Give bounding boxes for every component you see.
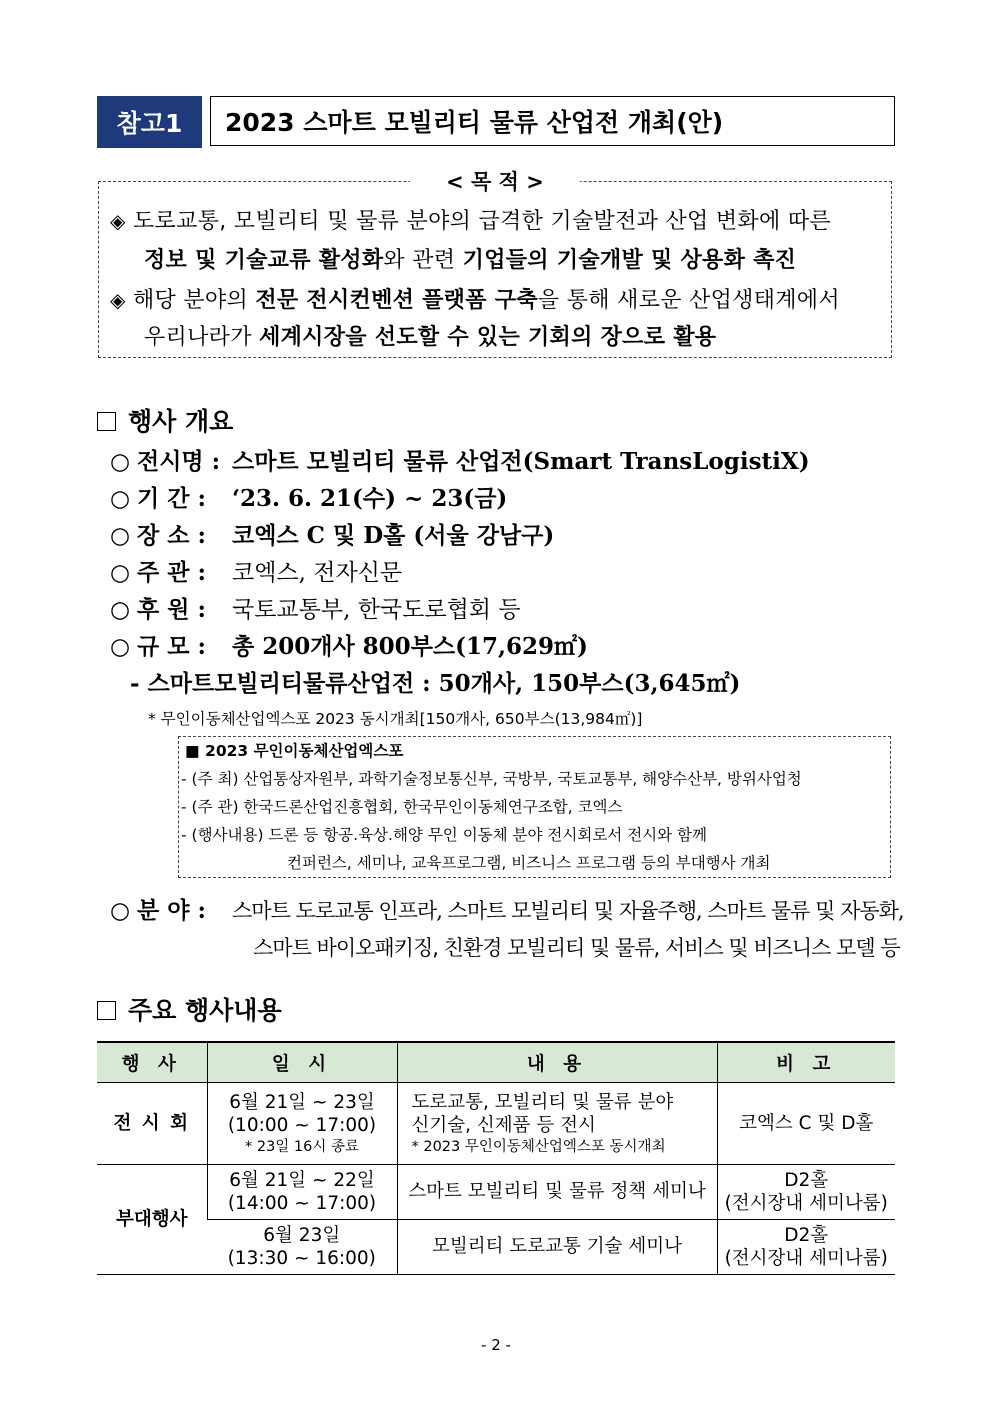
overview-item-sponsor	[110, 591, 521, 624]
scale-sub-line: - 스마트모빌리티물류산업전 : 50개사, 150부스(3,645㎡)	[130, 670, 741, 697]
overview-item-period	[110, 480, 507, 513]
item-label: 전시명 :	[137, 448, 221, 475]
item-value: 코엑스 C 및 D홀 (서울 강남구)	[232, 522, 555, 549]
section-heading-text: 주요 행사내용	[128, 996, 282, 1025]
item-label: 주 관 :	[137, 559, 206, 586]
purpose-heading: < 목 적 >	[410, 166, 580, 196]
event-remark: 코엑스 C 및 D홀	[717, 1083, 895, 1165]
item-value: 총 200개사 800부스(17,629㎡)	[232, 633, 588, 660]
circle-bullet-icon: ○	[110, 560, 131, 586]
purpose-text: 해당 분야의	[132, 288, 256, 313]
purpose-text: 을 통해 새로운 산업생태계에서	[537, 288, 840, 313]
table-row-exhibit	[97, 1083, 895, 1165]
item-label: 규 모 :	[137, 633, 206, 660]
event-content: 도로교통, 모빌리티 및 물류 분야	[411, 1092, 674, 1114]
event-remark-sub: (전시장내 세미나룸)	[724, 1193, 888, 1214]
purpose-text: 와 관련	[383, 248, 463, 273]
section-events-heading	[97, 991, 282, 1027]
table-header-row	[97, 1042, 895, 1083]
event-content: 스마트 모빌리티 및 물류 정책 세미나	[397, 1165, 717, 1220]
purpose-bold-text: 정보 및 기술교류 활성화	[144, 248, 384, 273]
event-content-note: * 2023 무인이동체산업엑스포 동시개최	[411, 1138, 666, 1155]
expo-title: ■ 2023 무인이동체산업엑스포	[185, 742, 404, 760]
expo-host: - (주 최) 산업통상자원부, 과학기술정보통신부, 국방부, 국토교통부, 해양수산부, 방위사업청	[181, 770, 802, 788]
table-row-side-2	[97, 1220, 895, 1275]
event-time: (10:00 ~ 17:00)	[227, 1115, 377, 1137]
concurrent-expo-note: * 무인이동체산업엑스포 2023 동시개최[150개사, 650부스(13,984㎡)]	[148, 710, 643, 728]
square-bullet-icon	[97, 1001, 116, 1020]
purpose-bold-text: 세계시장을 선도할 수 있는 기회의 장으로 활용	[259, 325, 717, 350]
overview-item-venue	[110, 517, 554, 550]
document-title-text: 2023 스마트 모빌리티 물류 산업전 개최(안)	[225, 108, 724, 137]
event-remark-cell	[717, 1220, 895, 1275]
diamond-bullet-icon: ◈	[110, 209, 126, 233]
item-value: 국토교통부, 한국도로협회 등	[232, 597, 521, 623]
table-row-side-1	[97, 1165, 895, 1220]
circle-bullet-icon: ○	[110, 597, 131, 623]
field-line-2: 스마트 바이오패키징, 친환경 모빌리티 및 물류, 서비스 및 비즈니스 모델 등	[253, 936, 900, 960]
event-date-cell	[207, 1083, 397, 1165]
circle-bullet-icon: ○	[110, 486, 131, 512]
event-content-cell	[397, 1083, 717, 1165]
event-time: (13:30 ~ 16:00)	[227, 1248, 376, 1269]
event-date: 6월 21일 ~ 22일	[229, 1169, 375, 1191]
expo-organizer: - (주 관) 한국드론산업진흥협회, 한국무인이동체연구조합, 코엑스	[181, 798, 623, 816]
events-table	[97, 1041, 895, 1275]
square-bullet-icon	[97, 412, 116, 431]
purpose-text: 우리나라가	[144, 325, 260, 350]
page-number: - 2 -	[481, 1336, 511, 1354]
column-header: 내 용	[397, 1042, 717, 1083]
circle-bullet-icon: ○	[110, 634, 131, 660]
purpose-text: 도로교통, 모빌리티 및 물류 분야의 급격한 기술발전과 산업 변화에 따른	[132, 209, 831, 234]
circle-bullet-icon: ○	[110, 523, 131, 549]
item-label: 후 원 :	[137, 596, 206, 623]
column-header: 행 사	[97, 1042, 207, 1083]
event-date: 6월 23일	[263, 1224, 341, 1246]
event-name: 부대행사	[97, 1165, 207, 1275]
event-content: 모빌리티 도로교통 기술 세미나	[397, 1220, 717, 1275]
item-value: ‘23. 6. 21(수) ~ 23(금)	[232, 485, 508, 512]
event-time: (14:00 ~ 17:00)	[227, 1193, 377, 1214]
column-header: 비 고	[717, 1042, 895, 1083]
overview-item-scale	[110, 628, 588, 661]
overview-item-name	[110, 443, 810, 476]
expo-info-box	[178, 736, 891, 878]
circle-bullet-icon: ○	[110, 898, 131, 924]
item-label: 기 간 :	[137, 485, 206, 512]
item-value: 스마트 도로교통 인프라, 스마트 모빌리티 및 자율주행, 스마트 물류 및 자동화,	[232, 899, 904, 923]
diamond-bullet-icon: ◈	[110, 288, 126, 312]
circle-bullet-icon: ○	[110, 449, 131, 475]
item-label: 장 소 :	[137, 522, 206, 549]
event-date-cell	[207, 1220, 397, 1275]
event-date-cell	[207, 1165, 397, 1220]
purpose-bold-text: 기업들의 기술개발 및 상용화 촉진	[462, 248, 797, 273]
purpose-bold-text: 전문 전시컨벤션 플랫폼 구축	[255, 288, 538, 313]
event-name: 전 시 회	[97, 1083, 207, 1165]
section-heading-text: 행사 개요	[128, 407, 234, 436]
expo-content-cont: 컨퍼런스, 세미나, 교육프로그램, 비즈니스 프로그램 등의 부대행사 개최	[287, 854, 771, 872]
event-remark: D2홀	[784, 1224, 829, 1246]
overview-item-organizer	[110, 554, 402, 587]
section-overview-heading	[97, 402, 233, 438]
item-value: 스마트 모빌리티 물류 산업전(Smart TransLogistiX)	[232, 448, 810, 475]
document-title	[210, 96, 895, 146]
event-date-note: * 23일 16시 종료	[244, 1138, 359, 1155]
item-label: 분 야 :	[137, 897, 206, 924]
event-remark-sub: (전시장내 세미나룸)	[724, 1248, 888, 1269]
event-date: 6월 21일 ~ 23일	[229, 1092, 375, 1114]
overview-item-field	[110, 892, 904, 925]
column-header: 일 시	[207, 1042, 397, 1083]
purpose-line-1	[110, 204, 831, 235]
item-value: 코엑스, 전자신문	[232, 560, 403, 586]
event-remark-cell	[717, 1165, 895, 1220]
purpose-line-4	[144, 320, 716, 351]
reference-tag: 참고1	[97, 96, 202, 148]
event-remark: D2홀	[784, 1169, 829, 1191]
event-content-2: 신기술, 신제품 등 전시	[411, 1115, 596, 1137]
expo-content: - (행사내용) 드론 등 항공.육상.해양 무인 이동체 분야 전시회로서 전시와 함께	[181, 826, 708, 844]
purpose-line-2	[144, 243, 796, 274]
purpose-line-3	[110, 283, 840, 314]
